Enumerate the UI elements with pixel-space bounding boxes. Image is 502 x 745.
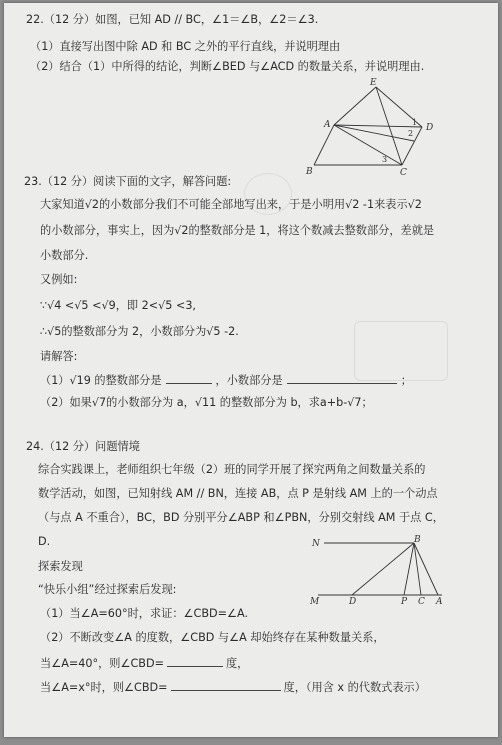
q24-line8: （2）不断改变∠A 的度数，∠CBD 与∠A 却始终存在某种数量关系， [40, 631, 385, 644]
q23-line4: 又例如: [40, 273, 78, 286]
q24-figure [308, 537, 458, 607]
q23-line1: 大家知道√2的小数部分我们不可能全部地写出来，于是小明用√2 -1来表示√2 [40, 198, 422, 211]
q23-sub1-text-b: ，小数部分是 [215, 374, 283, 387]
q23-decimal-part-blank[interactable] [287, 372, 397, 384]
q24-line10 [40, 679, 426, 695]
q22-label-3: 3 [382, 155, 388, 164]
q22-heading: 22.（12 分）如图，已知 AD // BC，∠1＝∠B，∠2＝∠3. [26, 13, 319, 26]
q22-label-B: B [306, 167, 313, 177]
q24-line1: 综合实践课上，老师组织七年级（2）班的同学开展了探究两角之间数量关系的 [38, 463, 426, 476]
q24-line9-text-a: 当∠A=40°，则∠CBD= [40, 657, 164, 670]
q23-heading: 23.（12 分）阅读下面的文字，解答问题: [24, 175, 232, 188]
q24-line3: （与点 A 不重合），BC，BD 分别平分∠ABP 和∠PBN，分别交射线 AM 于点 C， [38, 511, 444, 524]
q22-part1: （1）直接写出图中除 AD 和 BC 之外的平行直线，并说明理由 [30, 40, 341, 53]
q24-line2: 数学活动，如图，已知射线 AM // BN，连接 AB，点 P 是射线 AM 上的一个动点 [38, 487, 438, 500]
q22-label-2: 2 [408, 129, 414, 138]
q24-angle-cbd-x-blank[interactable] [171, 679, 281, 691]
q24-heading: 24.（12 分）问题情境 [26, 440, 140, 453]
q23-sub2: （2）如果√7的小数部分为 a，√11 的整数部分为 b，求a+b-√7； [40, 396, 373, 409]
q22-part2: （2）结合（1）中所得的结论，判断∠BED 与∠ACD 的数量关系，并说明理由. [30, 60, 425, 73]
q22-label-C: C [400, 168, 407, 178]
q24-line5: 探索发现 [38, 560, 83, 573]
q24-label-D: D [349, 597, 357, 607]
q22-label-1: 1 [412, 118, 418, 127]
q23-line6: ∴√5的整数部分为 2，小数部分为√5 -2. [40, 325, 239, 338]
q23-sub1 [40, 372, 412, 388]
q24-label-A: A [436, 597, 443, 607]
q24-line9 [40, 655, 248, 671]
q24-label-C: C [418, 597, 425, 607]
q24-line6: “快乐小组”经过探索后发现: [38, 583, 177, 596]
q24-label-N: N [312, 539, 320, 549]
q22-label-D: D [426, 123, 434, 133]
q23-line3: 小数部分. [40, 249, 89, 262]
q23-sub1-text-a: （1）√19 的整数部分是 [40, 374, 162, 387]
q24-line7: （1）当∠A=60°时，求证：∠CBD=∠A. [40, 607, 249, 620]
q24-label-P: P [401, 597, 408, 607]
q24-line9-text-b: 度， [225, 657, 249, 670]
q24-label-M: M [310, 597, 320, 607]
exam-sheet [4, 3, 498, 737]
q22-label-A: A [324, 120, 331, 130]
q24-line10-text-b: 度，（用含 x 的代数式表示） [283, 681, 426, 694]
q22-label-E: E [370, 78, 377, 88]
q23-sub1-text-c: ； [400, 374, 412, 387]
q23-integer-part-blank[interactable] [166, 372, 212, 384]
q23-line2: 的小数部分，事实上，因为√2的整数部分是 1，将这个数减去整数部分，差就是 [40, 224, 435, 237]
q24-angle-cbd-40-blank[interactable] [167, 655, 223, 667]
q24-line4: D. [38, 535, 51, 548]
q23-line7: 请解答: [40, 350, 78, 363]
q23-line5: ∵√4 <√5 <√9，即 2<√5 <3, [40, 299, 196, 312]
q24-line10-text-a: 当∠A=x°时，则∠CBD= [40, 681, 168, 694]
q24-label-B: B [414, 535, 421, 545]
q22-figure [304, 77, 444, 177]
